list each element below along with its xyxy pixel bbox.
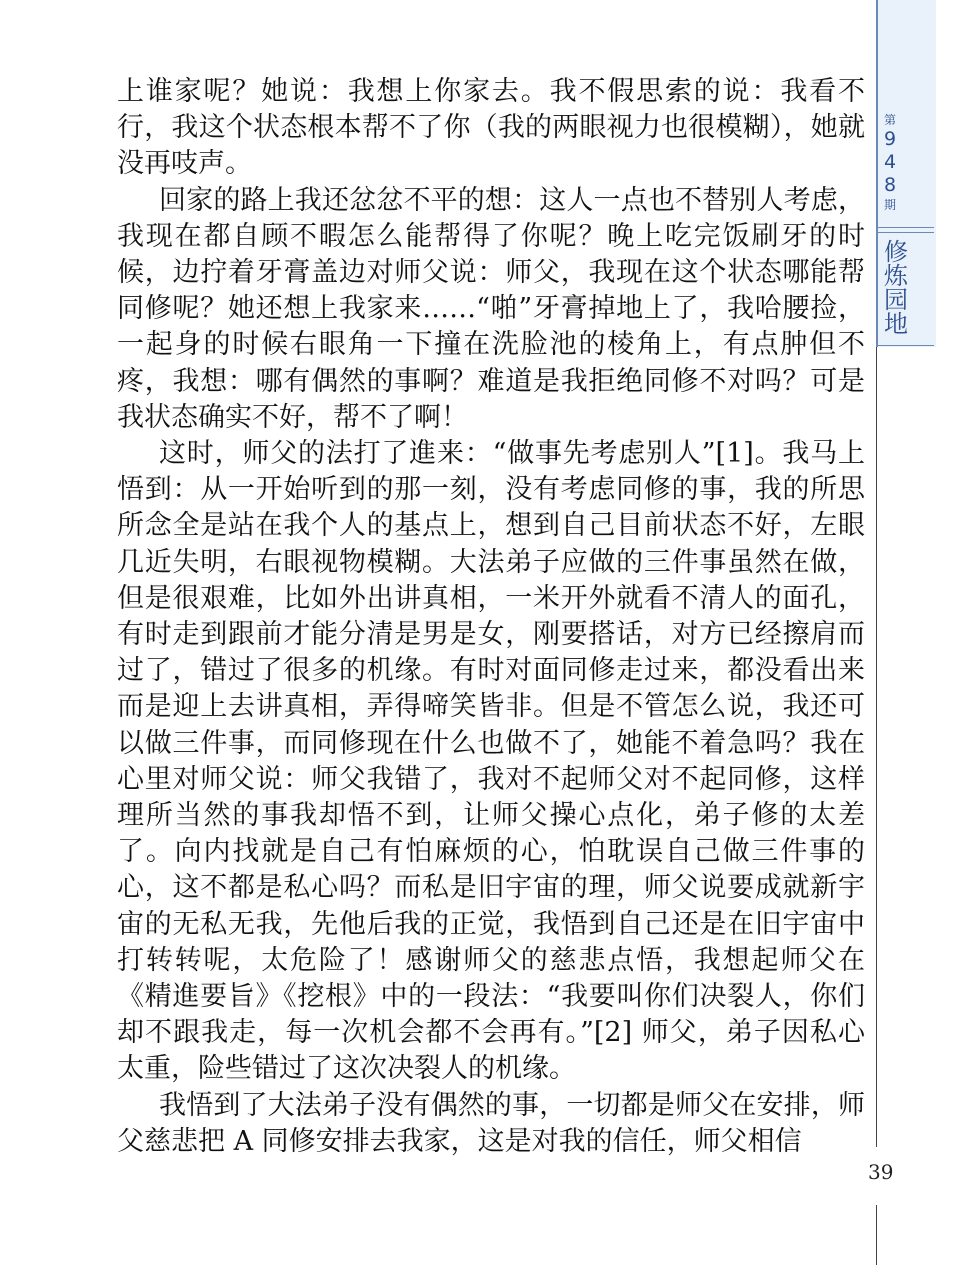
article-body (117, 74, 865, 1160)
column-char: 炼 (884, 262, 908, 290)
issue-digit: 4 (883, 151, 897, 173)
paragraph: 上谁家呢？她说：我想上你家去。我不假思索的说：我看不行，我这个状态根本帮不了你（我的两眼视力也很模糊），她就没再吱声。 (117, 76, 865, 180)
column-char: 园 (884, 286, 908, 314)
side-tab-bottom-line (878, 345, 934, 346)
issue-suffix: 期 (883, 198, 896, 212)
paragraph: 我悟到了大法弟子没有偶然的事，一切都是师父在安排，师父慈悲把 A 同修安排去我家，这是对我的信任，师父相信 (117, 1089, 865, 1157)
issue-prefix: 第 (883, 113, 896, 127)
margin-rule (876, 1205, 877, 1265)
column-name (878, 240, 914, 336)
issue-label (876, 112, 904, 213)
page-number: 39 (868, 1160, 894, 1184)
column-char: 修 (884, 238, 908, 266)
side-tab-divider (878, 227, 934, 228)
column-char: 地 (884, 310, 908, 338)
issue-digit: 9 (883, 128, 897, 150)
paragraph: 回家的路上我还忿忿不平的想：这人一点也不替别人考虑，我现在都自顾不暇怎么能帮得了你呢？晚上吃完饭刷牙的时候，边拧着牙膏盖边对师父说：师父，我现在这个状态哪能帮同修呢？她还想上我家来……“啪”牙膏掉地上了，我哈腰捡，一起身的时候右眼角一下撞在洗脸池的棱角上，有点肿但不疼，我想：哪有偶然的事啊？难道是我拒绝同修不对吗？可是我状态确实不好，帮不了啊！ (117, 184, 865, 433)
issue-digit: 8 (883, 174, 897, 196)
side-tab-divider (878, 232, 934, 233)
margin-rule (876, 347, 877, 1147)
paragraph: 这时，师父的法打了進来：“做事先考虑别人”[1]。我马上悟到：从一开始听到的那一刻，没有考虑同修的事，我的所思所念全是站在我个人的基点上，想到自己目前状态不好，左眼几近失明，右眼视物模糊。大法弟子应做的三件事虽然在做，但是很艰难，比如外出讲真相，一米开外就看不清人的面孔，有时走到跟前才能分清是男是女，刚要搭话，对方已经擦肩而过了，错过了很多的机缘。有时对面同修走过来，都没看出来而是迎上去讲真相，弄得啼笑皆非。但是不管怎么说，我还可以做三件事，而同修现在什么也做不了，她能不着急吗？我在心里对师父说：师父我错了，我对不起师父对不起同修，这样理所当然的事我却悟不到，让师父操心点化，弟子修的太差了。向内找就是自己有怕麻烦的心，怕耽误自己做三件事的心，这不都是私心吗？而私是旧宇宙的理，师父说要成就新宇宙的无私无我，先他后我的正觉，我悟到自己还是在旧宇宙中打转转呢，太危险了！感谢师父的慈悲点悟，我想起师父在《精進要旨》《挖根》中的一段法：“我要叫你们决裂人，你们却不跟我走，每一次机会都不会再有。”[2] 师父，弟子因私心太重，险些错过了这次决裂人的机缘。 (117, 438, 865, 1085)
